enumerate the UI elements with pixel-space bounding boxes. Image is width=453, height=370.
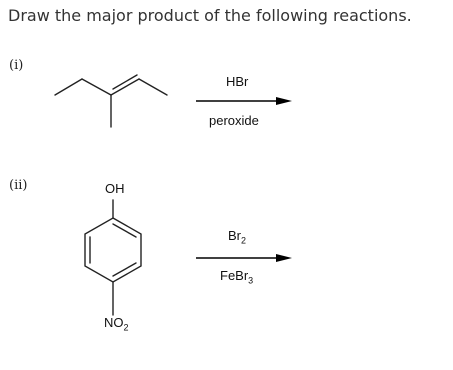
part-i-label: (i) — [9, 58, 24, 73]
question-text: Draw the major product of the following reactions. — [8, 6, 412, 25]
alkene-bond-left — [55, 79, 82, 95]
reagent-hbr: HBr — [226, 74, 249, 89]
alkene-bond-right — [139, 79, 167, 95]
reagent-br2: $Br_2$ — [228, 228, 247, 246]
part-ii-label: (ii) — [9, 178, 28, 193]
substituent-no2: $NO_2$ — [104, 315, 129, 333]
reaction-arrow-i — [196, 97, 292, 105]
alkene-bond-middle — [82, 79, 111, 95]
ring-double-bond-2 — [113, 263, 136, 276]
benzene-ring — [85, 200, 141, 315]
reagent-febr3: FeBr$_3$ — [220, 268, 254, 286]
reagent-peroxide: peroxide — [209, 113, 259, 128]
substituent-oh: OH — [105, 181, 125, 196]
alkene-structure — [55, 75, 167, 127]
ring-double-bond-1 — [113, 224, 136, 237]
reaction-arrow-ii — [196, 254, 292, 262]
